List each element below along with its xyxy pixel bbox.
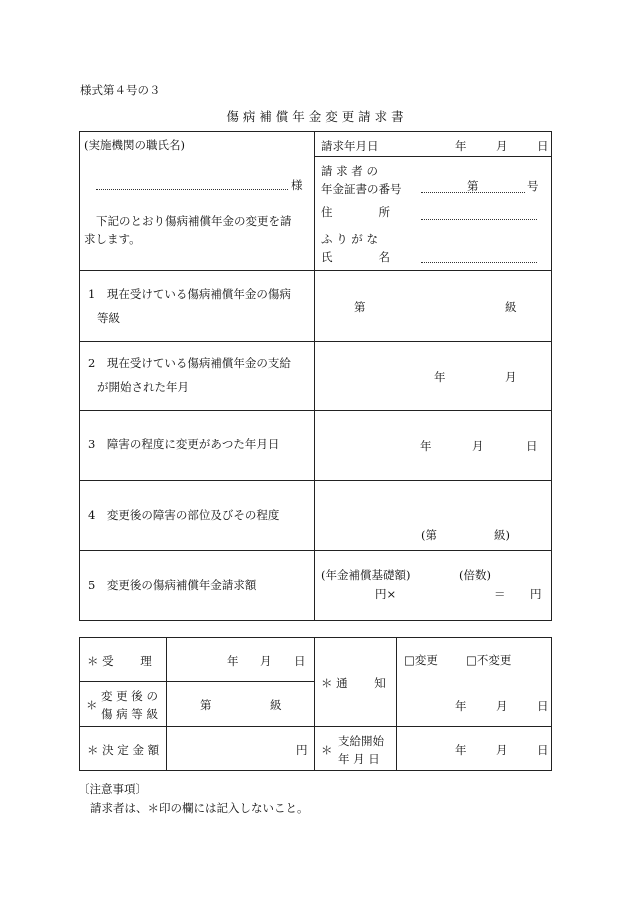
payment-start-month: 月: [496, 743, 508, 757]
item5-base-label: (年金補償基礎額): [321, 568, 411, 582]
agency-name-field[interactable]: [96, 189, 288, 190]
notice-label: ＊ 通 知: [321, 676, 386, 690]
item4-paren-close: 級): [494, 528, 510, 542]
item1-dai: 第: [354, 300, 366, 314]
changed-grade-label: 変 更 後 の 傷 病 等 級: [101, 689, 158, 721]
item5-yen-times: 円×: [375, 587, 397, 601]
cert-number-dai: 第: [467, 179, 479, 193]
request-date-month: 月: [496, 139, 508, 153]
received-day: 日: [294, 654, 306, 668]
cert-number-label: 請 求 者 の 年金証書の番号: [321, 164, 402, 196]
item2-label: 2 現在受けている傷病補償年金の支給 が開始された年月: [88, 356, 291, 394]
item4-label: 4 変更後の障害の部位及びその程度: [88, 508, 280, 522]
notes-heading: 〔注意事項〕: [78, 782, 147, 796]
notice-year: 年: [455, 699, 467, 713]
agency-label: (実施機関の職氏名): [84, 138, 185, 152]
changed-grade-kyu: 級: [270, 698, 282, 712]
cert-number-go: 号: [527, 179, 539, 193]
received-month: 月: [260, 654, 272, 668]
notice-month: 月: [496, 699, 508, 713]
upper-divider: [314, 131, 315, 621]
received-year: 年: [227, 654, 239, 668]
payment-start-day: 日: [537, 743, 549, 757]
decided-amount-yen: 円: [296, 743, 308, 757]
item5-equals: ＝: [494, 587, 506, 601]
item4-paren-open: (第: [421, 528, 437, 542]
payment-start-asterisk: ＊: [321, 743, 333, 757]
request-date-label: 請求年月日: [321, 139, 379, 153]
request-date-year: 年: [455, 139, 467, 153]
request-date-day: 日: [537, 139, 549, 153]
payment-start-label: 支給開始 年 月 日: [338, 734, 384, 766]
changed-checkbox[interactable]: □変更: [404, 653, 438, 667]
payment-start-year: 年: [455, 743, 467, 757]
item5-label: 5 変更後の傷病補償年金請求額: [88, 578, 257, 592]
request-statement-line2: 求します。: [84, 232, 141, 246]
sama-label: 様: [291, 178, 303, 192]
item5-ratio-label: (倍数): [459, 568, 491, 582]
item2-year: 年: [434, 370, 446, 384]
item1-kyu: 級: [505, 300, 517, 314]
furigana-label: ふ り が な: [321, 232, 378, 246]
notice-day: 日: [537, 699, 549, 713]
item3-label: 3 障害の程度に変更があつた年月日: [88, 437, 280, 451]
decided-amount-label: ＊ 決 定 金 額: [87, 743, 160, 757]
item1-label: 1 現在受けている傷病補償年金の傷病 等級: [88, 287, 291, 325]
item2-month: 月: [505, 370, 517, 384]
form-number: 様式第４号の３: [80, 83, 161, 97]
cert-number-field[interactable]: [421, 192, 525, 193]
item3-year: 年: [420, 439, 432, 453]
form-title: 傷 病 補 償 年 金 変 更 請 求 書: [226, 109, 404, 124]
request-statement-line1: 下記のとおり傷病補償年金の変更を請: [96, 214, 292, 228]
name-label: 氏 名: [321, 250, 390, 264]
item3-day: 日: [526, 439, 538, 453]
address-label: 住 所: [321, 205, 390, 219]
unchanged-checkbox[interactable]: □不変更: [466, 653, 512, 667]
item5-yen: 円: [530, 587, 542, 601]
item3-month: 月: [472, 439, 484, 453]
address-field[interactable]: [421, 219, 537, 220]
received-label: ＊ 受 理: [87, 654, 152, 668]
asterisk-mark: ＊: [86, 698, 98, 712]
notes-text: 請求者は、＊印の欄には記入しないこと。: [90, 801, 309, 815]
changed-grade-dai: 第: [200, 698, 212, 712]
name-field[interactable]: [421, 262, 537, 263]
